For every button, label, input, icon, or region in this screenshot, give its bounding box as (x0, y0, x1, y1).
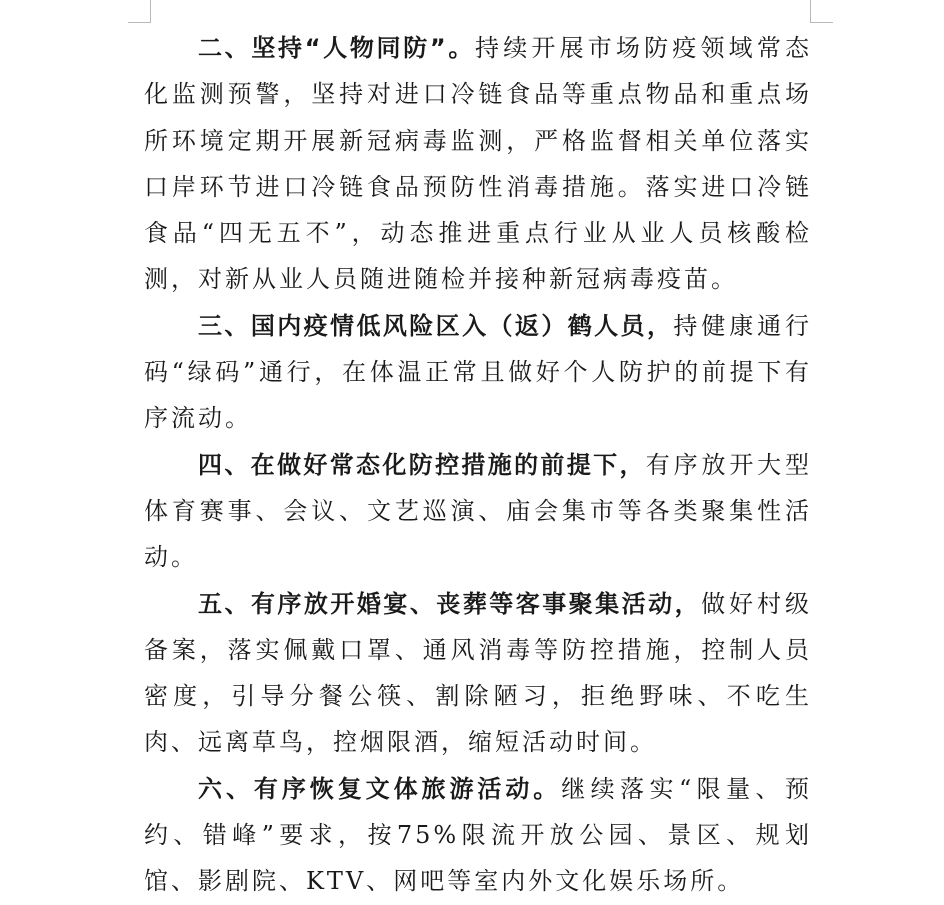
page-corner-mark-left (128, 0, 151, 23)
paragraph-2 (144, 25, 812, 303)
paragraph-text: 继续落实“限量、预约、错峰”要求，按75%限流开放公园、景区、规划馆、影剧院、KTV、网吧等室内外文化娱乐场所。 (144, 774, 812, 896)
paragraph-text: 有序放开大型体育赛事、会议、文艺巡演、庙会集市等各类聚集性活动。 (144, 450, 813, 572)
paragraph-5 (144, 581, 812, 766)
paragraph-text: 做好村级备案，落实佩戴口罩、通风消毒等防控措施，控制人员密度，引导分餐公筷、割除陋习，拒绝野味、不吃生肉、远离草鸟，控烟限酒，缩短活动时间。 (144, 589, 813, 757)
paragraph-heading: 三、国内疫情低风险区入（返）鹤人员， (198, 311, 674, 340)
paragraph-4 (144, 442, 812, 581)
document-body (144, 25, 812, 905)
paragraph-text: 持健康通行码“绿码”通行，在体温正常且做好个人防护的前提下有序流动。 (144, 311, 813, 433)
paragraph-6 (144, 766, 812, 905)
paragraph-heading: 六、有序恢复文体旅游活动。 (198, 774, 562, 803)
paragraph-heading: 四、在做好常态化防控措施的前提下， (198, 450, 646, 479)
page-corner-mark-right (810, 0, 833, 23)
paragraph-3 (144, 303, 812, 442)
paragraph-heading: 二、坚持“人物同防”。 (198, 34, 476, 62)
paragraph-heading: 五、有序放开婚宴、丧葬等客事聚集活动， (198, 589, 702, 618)
paragraph-text: 持续开展市场防疫领域常态化监测预警，坚持对进口冷链食品等重点物品和重点场所环境定期开展新冠病毒监测，严格监督相关单位落实口岸环节进口冷链食品预防性消毒措施。落实进口冷链食品“四无五不”，动态推进重点行业从业人员核酸检测，对新从业人员随进随检并接种新冠病毒疫苗。 (144, 34, 813, 294)
